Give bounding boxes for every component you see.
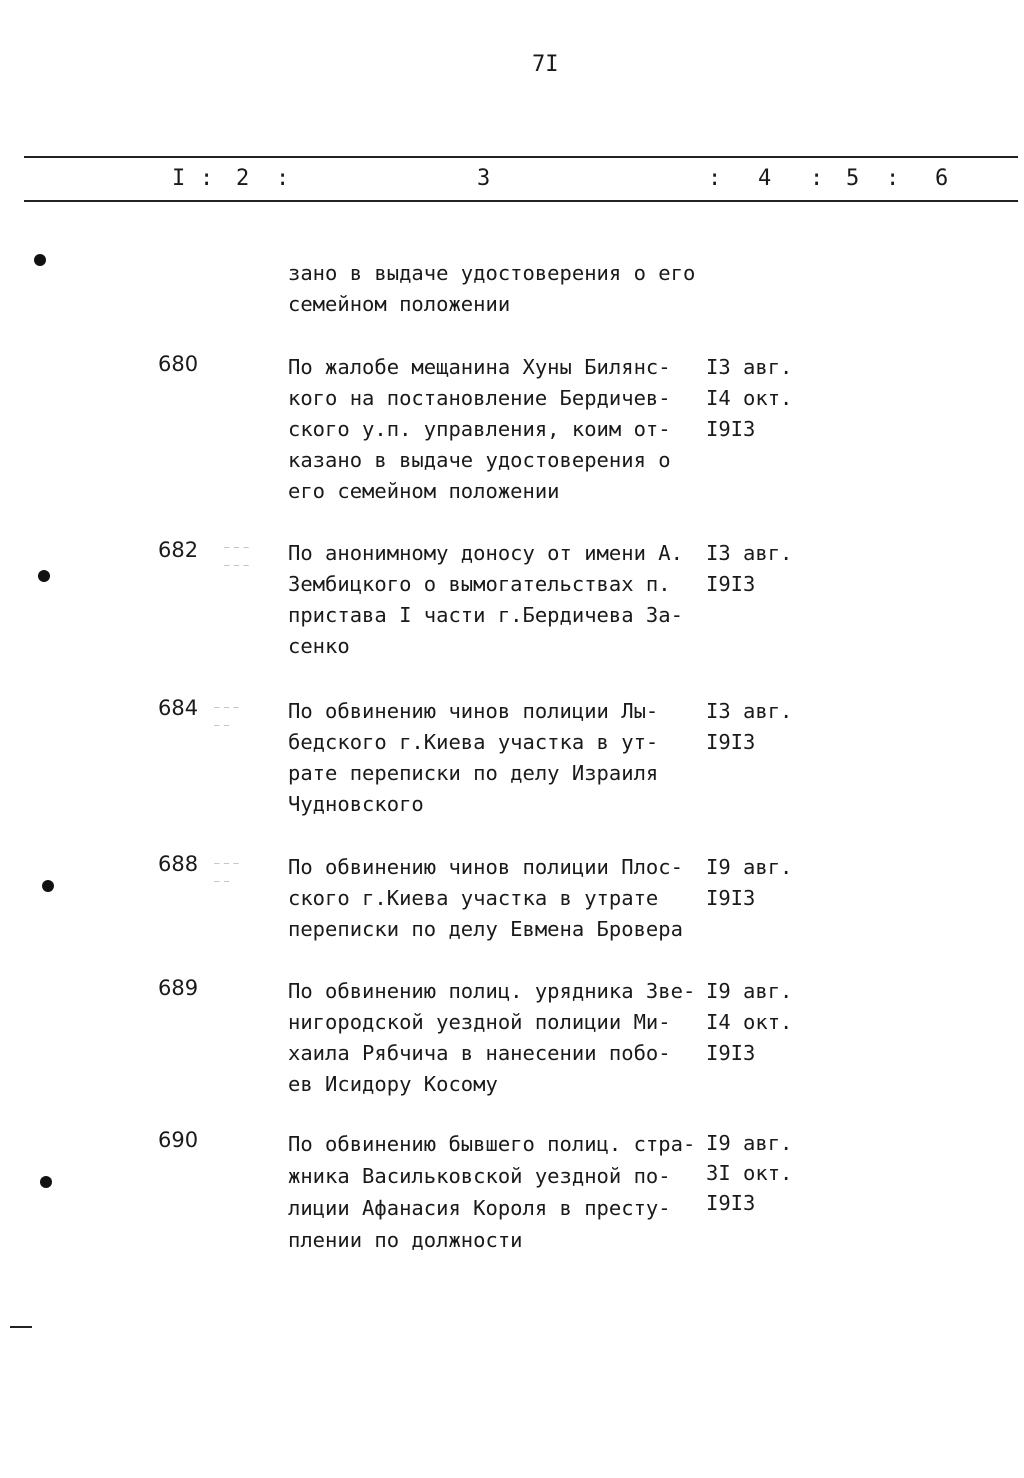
entry-number: 684 [158,696,199,720]
column-6-label: 6 [935,166,949,191]
entry-number: 682 [158,538,199,562]
entry-description: По обвинению полиц. урядника Зве- нигородской уездной полиции Ми- хаила Рябчича в нанесении побо- ев Исидору Косому [288,979,696,1096]
binding-hole-mark [42,880,54,892]
continuation-text: зано в выдаче удостоверения о его семейном положении [288,261,696,316]
entry-description: По жалобе мещанина Хуны Билянс- кого на постановление Бердичев- ского у.п. управления, коим от- казано в выдаче удостоверения о его семейном положении [288,355,671,503]
header-rule-bottom [24,200,1018,202]
faded-stamp-mark: ⁻⁻⁻ ⁻⁻ [212,857,241,894]
column-3-label: 3 [477,166,491,191]
entry-dates: I3 авг. I9I3 [706,699,793,754]
entry-number: 690 [158,1128,199,1152]
entry-dates: I9 авг. I9I3 [706,855,793,910]
entry-description: По обвинению чинов полиции Плос- ского г.Киева участка в утрате переписки по делу Евмена Бровера [288,855,683,941]
column-separator: : [810,166,824,191]
entry-dates: I9 авг. I4 окт. I9I3 [706,979,793,1065]
entry-dates: I3 авг. I4 окт. I9I3 [706,355,793,441]
column-1-label: I [172,166,186,191]
margin-mark [10,1326,32,1328]
entry-dates: I3 авг. I9I3 [706,541,793,596]
binding-hole-mark [34,254,46,266]
column-separator: : [276,166,290,191]
column-separator: : [886,166,900,191]
entry-number: 689 [158,976,199,1000]
entry-number: 680 [158,352,199,376]
column-5-label: 5 [846,166,860,191]
entry-number: 688 [158,852,199,876]
binding-hole-mark [40,1176,52,1188]
entry-description: По обвинению бывшего полиц. стра- жника Васильковской уездной по- лиции Афанасия Короля в престу- плении по должности [288,1132,696,1252]
column-4-label: 4 [758,166,772,191]
page-number: 7I [532,52,559,77]
column-separator: : [708,166,722,191]
header-rule-top [24,156,1018,158]
faded-stamp-mark: ⁻⁻⁻ ⁻⁻ [212,701,241,738]
column-2-label: 2 [236,166,250,191]
column-separator: : [200,166,214,191]
binding-hole-mark [38,570,50,582]
entry-description: По обвинению чинов полиции Лы- бедского г.Киева участка в ут- рате переписки по делу Израиля Чудновского [288,699,659,816]
entry-dates: I9 авг. 3I окт. I9I3 [706,1131,793,1215]
faded-stamp-mark: ⁻⁻⁻ ⁻⁻⁻ [222,541,251,578]
entry-description: По анонимному доносу от имени А. Зембицкого о вымогательствах п. пристава I части г.Бердичева За- сенко [288,541,683,658]
